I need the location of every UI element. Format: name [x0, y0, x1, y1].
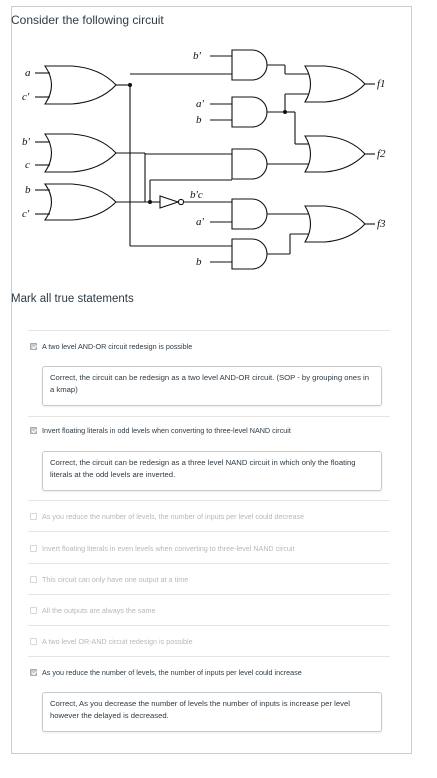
divider	[28, 656, 390, 657]
divider	[28, 330, 390, 331]
and-gate-1	[232, 50, 267, 80]
divider	[28, 563, 390, 564]
answer-option-label: As you reduce the number of levels, the number of inputs per level could decrease	[42, 511, 305, 521]
input-label-b-prime: b'	[22, 136, 30, 148]
answer-option-label: A two level OR-AND circuit redesign is possible	[42, 636, 193, 646]
and-gate-3	[232, 149, 267, 179]
input-label-b: b	[25, 184, 31, 196]
gate-input-b-2: b	[196, 256, 202, 268]
checkbox-unchecked-icon[interactable]	[30, 576, 37, 583]
divider	[28, 416, 390, 417]
answer-option-5[interactable]	[30, 572, 188, 586]
divider	[28, 500, 390, 501]
divider	[28, 625, 390, 626]
checkbox-unchecked-icon[interactable]	[30, 638, 37, 645]
answer-option-label: Invert floating literals in odd levels when converting to three-level NAND circuit	[42, 425, 291, 435]
answer-option-4[interactable]	[30, 541, 294, 555]
answer-option-label: This circuit can only have one output at a time	[42, 574, 189, 584]
gate-input-b-prime-c: b'c	[190, 189, 203, 201]
answer-option-label: A two level AND-OR circuit redesign is possible	[42, 341, 193, 351]
answer-feedback-8: Correct, As you decrease the number of levels the number of inputs is increase per level however the delayed is decreased.	[42, 692, 382, 732]
answer-option-8[interactable]	[30, 665, 302, 679]
divider	[28, 594, 390, 595]
and-gate-2	[232, 97, 267, 127]
output-label-f2: f2	[377, 148, 386, 160]
answer-option-3[interactable]	[30, 509, 304, 523]
answer-feedback-2: Correct, the circuit can be redesign as a three level NAND circuit in which only the floating literals at the odd levels are inverted.	[42, 451, 382, 491]
answer-option-label: Invert floating literals in even levels when converting to three-level NAND circuit	[42, 543, 295, 553]
and-gate-4	[232, 199, 267, 229]
logic-circuit-diagram	[20, 44, 390, 284]
answer-option-7[interactable]	[30, 634, 193, 648]
and-gate-5	[232, 239, 267, 269]
question-prompt: Mark all true statements	[11, 293, 134, 305]
gate-input-b: b	[196, 114, 202, 126]
output-label-f3: f3	[377, 218, 386, 230]
checkbox-unchecked-icon[interactable]	[30, 513, 37, 520]
gate-input-a-prime: a'	[196, 98, 204, 110]
inverter-gate	[160, 196, 178, 208]
answer-option-label: All the outputs are always the same	[42, 605, 156, 615]
input-label-c-prime-2: c'	[22, 208, 30, 220]
answer-option-label: As you reduce the number of levels, the number of inputs per level could increase	[42, 667, 302, 677]
answer-option-6[interactable]	[30, 603, 155, 617]
output-label-f1: f1	[377, 78, 386, 90]
gate-input-a-prime-2: a'	[196, 216, 204, 228]
checkbox-unchecked-icon[interactable]	[30, 607, 37, 614]
answer-feedback-1: Correct, the circuit can be redesign as a two level AND-OR circuit. (SOP - by grouping ones in a kmap)	[42, 366, 382, 406]
checkbox-checked-icon[interactable]	[30, 669, 37, 676]
checkbox-checked-icon[interactable]	[30, 427, 37, 434]
or-gate-out-1	[305, 66, 365, 102]
input-label-c-prime: c'	[22, 91, 30, 103]
input-label-c: c	[25, 159, 30, 171]
answer-option-1[interactable]	[30, 339, 192, 353]
answer-option-2[interactable]	[30, 423, 291, 437]
input-label-a: a	[25, 67, 31, 79]
or-gate-3	[45, 184, 116, 220]
or-gate-out-3	[305, 206, 365, 242]
or-gate-out-2	[305, 136, 365, 172]
gate-input-b-prime: b'	[193, 50, 201, 62]
or-gate-2	[45, 134, 116, 172]
checkbox-checked-icon[interactable]	[30, 343, 37, 350]
question-intro: Consider the following circuit	[11, 13, 164, 27]
divider	[28, 531, 390, 532]
checkbox-unchecked-icon[interactable]	[30, 545, 37, 552]
or-gate-1	[45, 66, 116, 104]
